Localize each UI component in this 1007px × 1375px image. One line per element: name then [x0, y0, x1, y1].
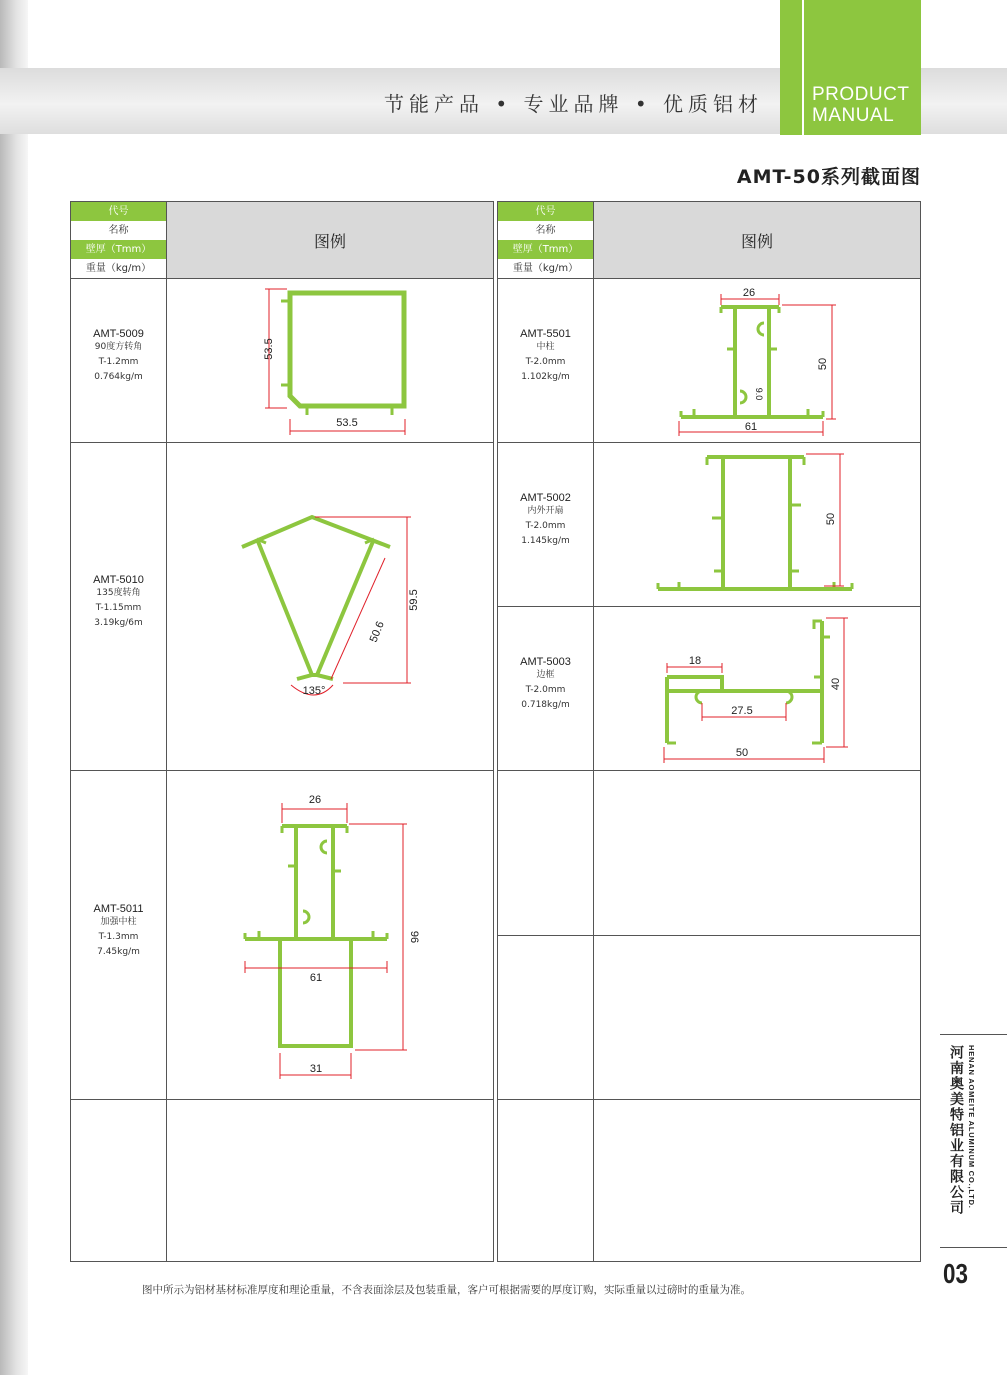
spec-name: 内外开扇	[527, 506, 564, 516]
spec-code: AMT-5003	[520, 656, 571, 668]
row-divider	[498, 770, 920, 771]
header-name: 名称	[498, 221, 593, 241]
badge-line-2: MANUAL	[812, 105, 895, 126]
dim-label: 26	[308, 794, 322, 806]
spec-code: AMT-5010	[93, 574, 144, 586]
spec-name: 135度转角	[96, 588, 141, 598]
right-spec-table	[497, 201, 921, 1262]
spec-thickness: T-1.15mm	[95, 603, 142, 613]
row-divider	[498, 935, 920, 936]
profile-drawing-5011	[167, 771, 494, 1099]
product-manual-badge	[780, 0, 921, 135]
spec-weight: 1.145kg/m	[521, 536, 570, 546]
header-name: 名称	[71, 221, 166, 241]
profile-drawing-5002	[594, 443, 921, 606]
spec-weight: 3.19kg/6m	[94, 618, 143, 628]
spec-weight: 7.45kg/m	[97, 947, 140, 957]
spec-weight: 0.718kg/m	[521, 700, 570, 710]
dim-label: 53.5	[336, 417, 358, 429]
dim-label: 26	[742, 287, 756, 299]
spec-name: 加强中柱	[100, 917, 137, 927]
spec-info-5003	[498, 656, 593, 713]
side-divider-bottom	[940, 1247, 1007, 1248]
page-title: AMT-50系列截面图	[736, 166, 921, 188]
dim-label: 50	[817, 357, 829, 371]
spec-weight: 0.764kg/m	[94, 372, 143, 382]
spec-info-5010	[71, 574, 166, 631]
spec-code: AMT-5501	[520, 328, 571, 340]
profile-drawing-5501	[594, 279, 921, 442]
spec-thickness: T-2.0mm	[525, 357, 566, 367]
dim-label: 9.0	[754, 387, 764, 401]
header-code: 代号	[71, 202, 166, 222]
side-divider-top	[940, 1034, 1007, 1035]
row-divider	[498, 1099, 920, 1100]
dim-label: 59.5	[408, 589, 420, 611]
spec-thickness: T-2.0mm	[525, 521, 566, 531]
badge-line-1: PRODUCT	[812, 84, 910, 105]
dim-label: 135°	[302, 685, 326, 697]
spec-code: AMT-5009	[93, 328, 144, 340]
header-weight: 重量（kg/m）	[498, 259, 593, 278]
spec-info-5002	[498, 492, 593, 549]
spec-weight: 1.102kg/m	[521, 372, 570, 382]
left-spec-table	[70, 201, 494, 1262]
dim-label: 53.5	[263, 338, 275, 360]
header-figure: 图例	[166, 202, 493, 278]
spec-info-5009	[71, 328, 166, 385]
dim-label: 96	[408, 930, 420, 944]
profile-drawing-5010	[167, 443, 494, 770]
profile-drawing-5009	[167, 279, 494, 442]
company-name-cn: 河南奥美特铝业有限公司	[948, 1045, 964, 1216]
header-weight: 重量（kg/m）	[71, 259, 166, 278]
dim-label: 50.6	[367, 619, 387, 645]
spec-name: 中柱	[536, 342, 555, 352]
badge-divider	[802, 0, 804, 135]
dim-label: 31	[309, 1063, 323, 1075]
dim-label: 50	[735, 747, 749, 759]
company-name-en: HENAN AOMEITE ALUMINUM CO.,LTD.	[967, 1045, 976, 1209]
profile-drawing-5003	[594, 607, 921, 770]
footer-note: 图中所示为铝材基材标准厚度和理论重量，不含表面涂层及包装重量，客户可根据需要的厚度订购，实际重量以过磅时的重量为准。	[142, 1284, 751, 1296]
row-divider	[71, 1099, 493, 1100]
dim-label: 27.5	[731, 705, 753, 717]
dim-label: 61	[309, 972, 323, 984]
spec-thickness: T-1.2mm	[98, 357, 139, 367]
spec-code: AMT-5002	[520, 492, 571, 504]
spec-code: AMT-5011	[93, 903, 144, 915]
spec-info-5501	[498, 328, 593, 385]
binding-spine	[0, 0, 28, 1375]
spec-name: 边框	[536, 670, 555, 680]
header-slogan: 节能产品 • 专业品牌 • 优质铝材	[384, 92, 764, 116]
header-figure: 图例	[593, 202, 920, 278]
spec-info-5011	[71, 903, 166, 960]
spec-thickness: T-2.0mm	[525, 685, 566, 695]
header-thickness: 壁厚（Tmm）	[71, 240, 166, 260]
header-code: 代号	[498, 202, 593, 222]
header-thickness: 壁厚（Tmm）	[498, 240, 593, 260]
spec-name: 90度方转角	[94, 342, 143, 352]
page-number: 03	[943, 1258, 968, 1289]
dim-label: 50	[825, 512, 837, 526]
dim-label: 18	[688, 655, 702, 667]
spec-thickness: T-1.3mm	[98, 932, 139, 942]
dim-label: 40	[830, 677, 842, 691]
dim-label: 61	[744, 421, 758, 433]
